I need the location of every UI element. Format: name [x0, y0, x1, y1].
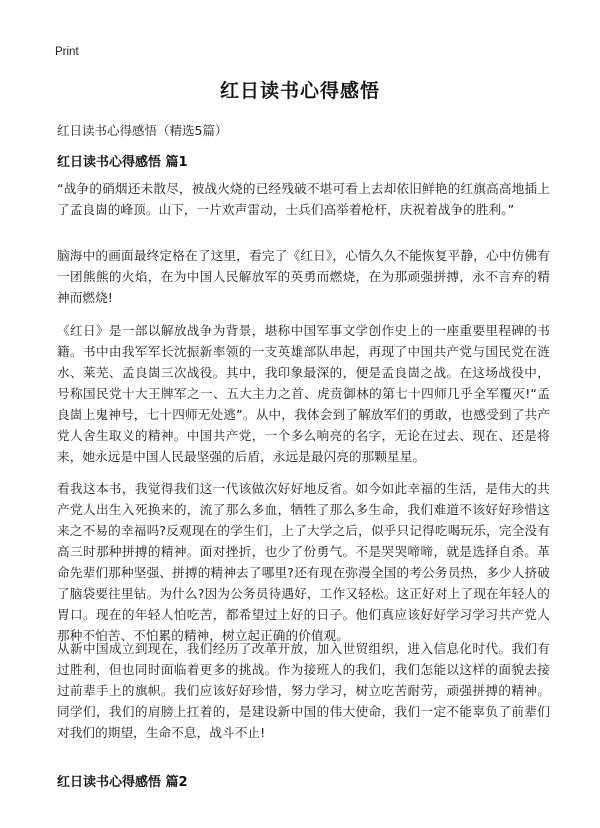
print-link[interactable]: Print [55, 46, 79, 58]
paragraph-1: “战争的硝烟还未散尽，被战火烧的已经残破不堪可看上去却依旧鲜艳的红旗高高地插上了孟良崮的峰顶。山下，一片欢声雷动，士兵们高举着枪杆，庆祝着战争的胜利。” [57, 181, 550, 217]
section-heading-1: 红日读书心得感悟 篇1 [57, 155, 188, 170]
paragraph-4: 看我这本书，我觉得我们这一代该做次好好地反省。如今如此幸福的生活，是伟大的共产党人出生入死换来的，流了那么多血，牺牲了那么多生命，我们难道不该好好珍惜这来之不易的幸福吗?反观现在的学生们，上了大学之后，似乎只记得吃喝玩乐，完全没有高三时那种拼搏的精神。面对挫折，也少了份勇气。不是哭哭啼啼，就是选择自杀。革命先辈们那种坚强、拼搏的精神去了哪里?还有现在弥漫全国的考公务员热，多少人挤破了脑袋要往里钻。为什么?因为公务员待遇好，工作又轻松。这正好对上了现在年轻人的胃口。现在的年轻人怕吃苦，都希望过上好的日子。他们真应该好好学习学习共产党人那种不怕苦、不怕累的精神，树立起正确的价值观。 [57, 481, 550, 643]
paragraph-2: 脑海中的画面最终定格在了这里，看完了《红日》，心情久久不能恢复平静，心中仿佛有一团熊熊的火焰，在为中国人民解放军的英勇而燃烧，在为那顽强拼搏，永不言弃的精神而燃烧! [57, 248, 550, 305]
paragraph-3: 《红日》是一部以解放战争为背景，堪称中国军事文学创作史上的一座重要里程碑的书籍。书中由我军军长沈振新率领的一支英雄部队串起，再现了中国共产党与国民党在涟水、莱芜、孟良崮三次战役。其中，我印象最深的，便是孟良崮之战。在这场战役中，号称国民党十大王牌军之一、五大主力之首、虎贲御林的第七十四师几乎全军覆灭!“孟良崮上鬼神号，七十四师无处逃”。从中，我体会到了解放军们的勇敢，也感受到了共产党人舍生取义的精神。中国共产党，一个多么响亮的名字，无论在过去、现在、还是将来，她永远是中国人民最坚强的后盾，永远是最闪亮的那颗星星。 [57, 323, 550, 464]
paragraph-5: 从新中国成立到现在，我们经历了改革开放，加入世贸组织，进入信息化时代。我们有过胜利，但也同时面临着更多的挑战。作为接班人的我们，我们怎能以这样的面貌去接过前辈手上的旗帜。我们应该好好珍惜，努力学习，树立吃苦耐劳，顽强拼搏的精神。同学们，我们的肩膀上扛着的，是建设新中国的伟大使命，我们一定不能辜负了前辈们对我们的期望，生命不息，战斗不止! [57, 641, 550, 740]
document-subtitle: 红日读书心得感悟（精选5篇） [57, 123, 228, 138]
section-heading-2: 红日读书心得感悟 篇2 [57, 775, 188, 790]
page-title: 红日读书心得感悟 [219, 80, 380, 102]
